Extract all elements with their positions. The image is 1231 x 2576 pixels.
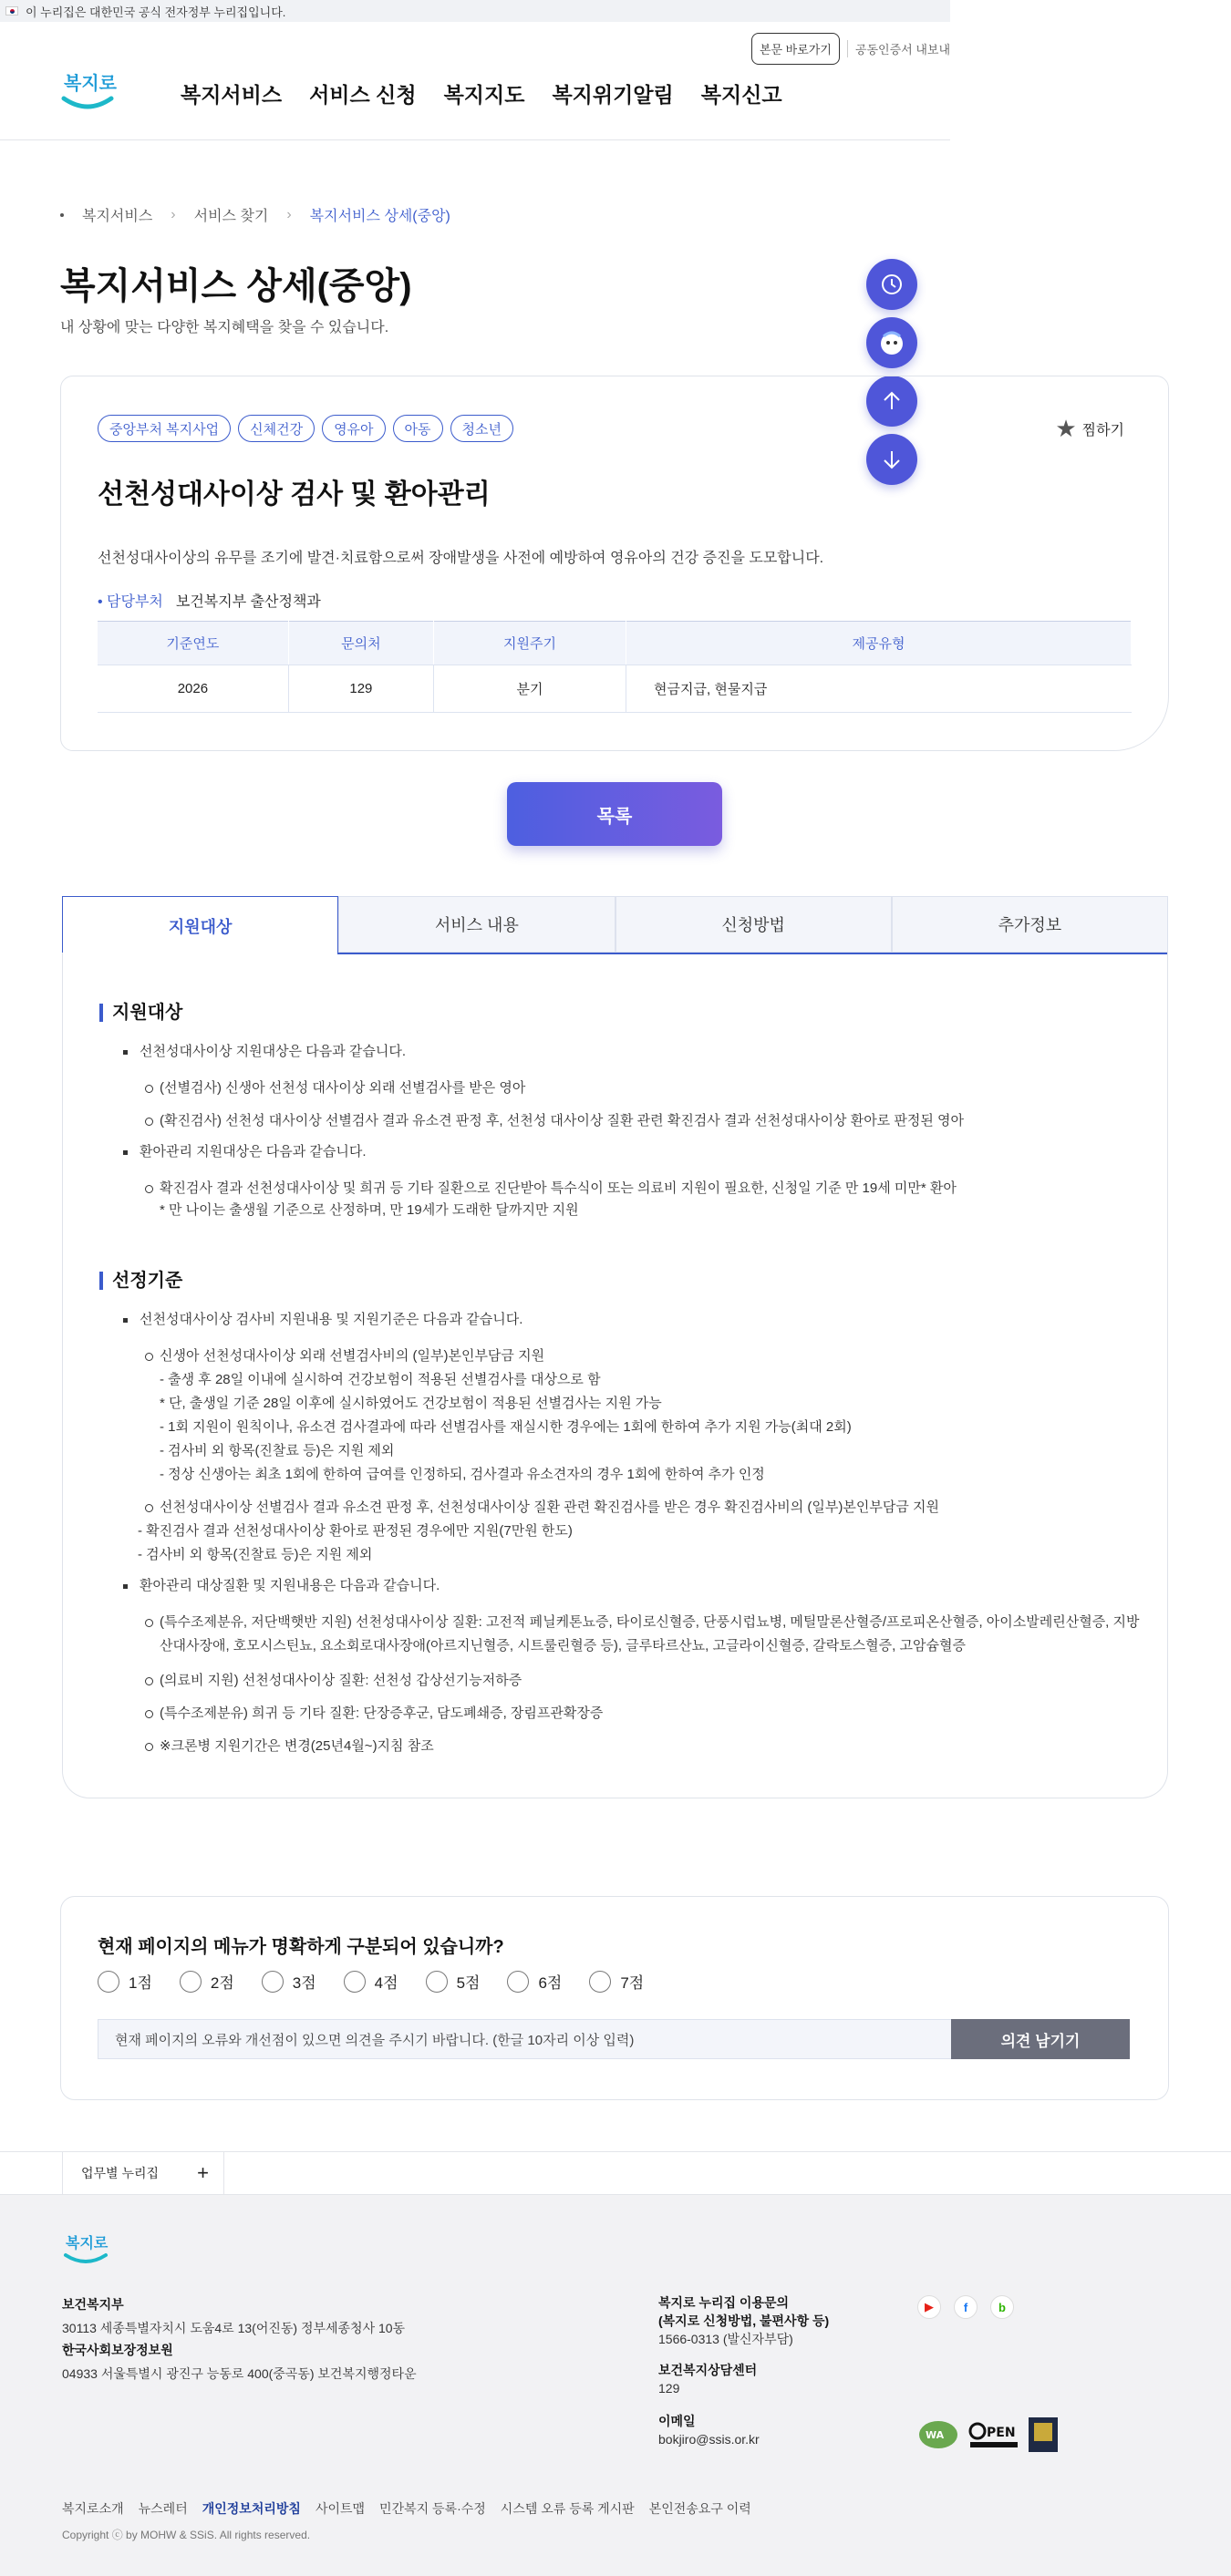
table-header: 제공유형	[626, 622, 1132, 665]
department-label: • 담당부처	[98, 590, 163, 611]
org-mohw	[62, 2295, 405, 2337]
main-nav	[181, 78, 782, 108]
tag-infant[interactable]: 영유아	[322, 415, 385, 442]
related-sites-select[interactable]	[62, 2152, 224, 2194]
email-address: bokjiro@ssis.or.kr	[658, 2432, 760, 2447]
table-header: 문의처	[288, 622, 433, 665]
chevron-right-icon: ›	[171, 206, 176, 222]
list-item: 선천성대사이상 지원대상은 다음과 같습니다.	[140, 1040, 406, 1064]
youtube-icon[interactable]: ▶	[917, 2295, 941, 2319]
svg-text:복지로: 복지로	[64, 72, 117, 94]
page-subtitle: 내 상황에 맞는 다양한 복지혜택을 찾을 수 있습니다.	[60, 320, 389, 335]
rating-option[interactable]: 3점	[262, 1970, 316, 1993]
table-row	[98, 665, 1132, 713]
service-info-table	[98, 621, 1132, 713]
list-detail: - 검사비 외 항목(진찰료 등)은 지원 제외	[138, 1547, 373, 1562]
footer-link[interactable]: 민간복지 등록·수정	[379, 2501, 486, 2516]
table-header: 기준연도	[98, 622, 288, 665]
footer-link[interactable]: 본인전송요구 이력	[648, 2501, 751, 2516]
list-item: 환아관리 지원대상은 다음과 같습니다.	[140, 1140, 367, 1164]
tab-how-to-apply[interactable]: 신청방법	[616, 896, 892, 953]
list-item: (특수조제분유) 희귀 등 기타 질환: 단장증후군, 담도폐쇄증, 장림프관확장증	[160, 1702, 1144, 1726]
open-license-icon	[968, 2418, 1019, 2451]
breadcrumb	[60, 204, 450, 225]
submit-opinion-button[interactable]: 의견 남기기	[951, 2019, 1130, 2059]
mascot-icon	[876, 327, 907, 358]
rating-option[interactable]: 2점	[180, 1970, 234, 1993]
list-item: ※크론병 지원기간은 변경(25년4월~)지침 참조	[160, 1735, 1144, 1758]
org-name: 한국사회보장정보원	[62, 2343, 173, 2357]
tag-child[interactable]: 아동	[393, 415, 443, 442]
tag-ministry[interactable]: 중앙부처 복지사업	[98, 415, 231, 442]
chatbot-button[interactable]	[866, 317, 917, 368]
chevron-right-icon: ›	[286, 206, 292, 222]
table-header: 지원주기	[433, 622, 626, 665]
table-cell: 2026	[98, 665, 288, 713]
list-item: (특수조제분유, 저단백햇반 지원) 선천성대사이상 질환: 고전적 페닐케톤뇨증, 타이로신혈증, 단풍시럽뇨병, 메틸말론산혈증/프로피온산혈증, 아이소발레린산혈증, 지방산대사장애, 호모시스틴뇨, 요소회로대사장애(아르지닌혈증, 시트룰린혈증 등), 글루타르산뇨, 고글라이신혈증, 갈락토스혈증, 고암슘혈증	[160, 1611, 1144, 1658]
table-cell: 현금지급, 현물지급	[626, 665, 1132, 713]
radio-icon	[589, 1971, 611, 1993]
breadcrumb-current: 복지서비스 상세(중앙)	[309, 209, 450, 224]
copyright: Copyright ⓒ by MOHW & SSiS. All rights reserved.	[62, 2529, 311, 2541]
footer-logo	[62, 2230, 109, 2270]
nav-welfare-report[interactable]: 복지신고	[700, 83, 782, 107]
list-item: 환아관리 대상질환 및 지원내용은 다음과 같습니다.	[140, 1574, 440, 1598]
nav-service-apply[interactable]: 서비스 신청	[309, 83, 417, 107]
footer-link[interactable]: 사이트맵	[315, 2501, 366, 2516]
footer-link[interactable]: 뉴스레터	[138, 2501, 188, 2516]
phone-number: 129	[658, 2381, 680, 2396]
tag-physical-health[interactable]: 신체건강	[238, 415, 315, 442]
service-summary-card	[60, 376, 1169, 751]
breadcrumb-item[interactable]: 복지서비스	[82, 209, 153, 224]
footer-link[interactable]: 시스템 오류 등록 게시판	[500, 2501, 635, 2516]
star-icon: ★	[1055, 415, 1077, 442]
rating-option[interactable]: 6점	[507, 1970, 562, 1993]
nav-welfare-service[interactable]: 복지서비스	[181, 83, 283, 107]
list-button[interactable]: 목록	[507, 782, 722, 846]
table-header-row	[98, 622, 1132, 665]
gov-mark-icon	[1029, 2417, 1058, 2452]
list-item: 신생아 선천성대사이상 외래 선별검사비의 (일부)본인부담금 지원	[160, 1345, 1144, 1368]
svg-text:PEN: PEN	[987, 2426, 1016, 2440]
history-icon	[879, 272, 905, 297]
radio-icon	[180, 1971, 202, 1993]
skip-to-content-link[interactable]: 본문 바로가기	[751, 33, 840, 65]
nav-crisis-alert[interactable]: 복지위기알림	[552, 83, 674, 107]
social-links	[917, 2295, 1014, 2319]
list-item: 선천성대사이상 검사비 지원내용 및 지원기준은 다음과 같습니다.	[140, 1308, 522, 1332]
list-detail: - 정상 신생아는 최초 1회에 한하여 급여를 인정하되, 검사결과 유소견자의 경우 1회에 한하여 추가 인정	[160, 1467, 765, 1482]
rating-option[interactable]: 1점	[98, 1970, 152, 1993]
org-address: 30113 세종특별자치시 도움4로 13(어진동) 정부세종청사 10동	[62, 2321, 406, 2335]
footer-link[interactable]: 복지로소개	[62, 2501, 124, 2516]
tab-service-content[interactable]: 서비스 내용	[338, 896, 615, 953]
section-title-eligibility: 지원대상	[99, 1004, 182, 1022]
favorite-label: 찜하기	[1081, 423, 1124, 438]
wa-certification-icon	[917, 2418, 959, 2451]
home-bullet-icon	[60, 213, 64, 217]
list-item: (선별검사) 신생아 선천성 대사이상 외래 선별검사를 받은 영아	[160, 1077, 1144, 1100]
gov-banner	[0, 0, 950, 22]
department-row	[98, 590, 321, 611]
detail-tabs	[62, 896, 1168, 954]
list-item: 확진검사 결과 선천성대사이상 및 희귀 등 기타 질환으로 진단받아 특수식이 또는 의료비 지원이 필요한, 신청일 기준 만 19세 미만* 환아	[160, 1177, 1144, 1200]
list-detail: - 1회 지원이 원칙이나, 유소견 검사결과에 따라 선별검사를 재실시한 경우에는 1회에 한하여 추가 지원 가능(최대 2회)	[160, 1419, 852, 1435]
blog-icon[interactable]: b	[990, 2295, 1014, 2319]
tab-eligibility[interactable]: 지원대상	[62, 896, 338, 954]
table-cell: 129	[288, 665, 433, 713]
rating-option[interactable]: 7점	[589, 1970, 644, 1993]
contact-email: 이메일 bokjiro@ssis.or.kr	[658, 2414, 760, 2447]
radio-icon	[98, 1971, 119, 1993]
rating-options	[98, 1970, 644, 1993]
org-name: 보건복지부	[62, 2297, 124, 2312]
contact-bokjiro: 복지로 누리집 이용문의 (복지로 신청방법, 불편사항 등) 1566-0313 (발신자부담)	[658, 2295, 830, 2346]
tag-youth[interactable]: 청소년	[450, 415, 513, 442]
footer-link-privacy[interactable]: 개인정보처리방침	[202, 2501, 301, 2516]
radio-icon	[344, 1971, 366, 1993]
org-ssis	[62, 2341, 417, 2383]
history-button[interactable]	[866, 259, 917, 310]
svg-text:복지로: 복지로	[66, 2234, 109, 2251]
survey-question: 현재 페이지의 메뉴가 명확하게 구분되어 있습니까?	[98, 1937, 504, 1957]
site-header	[0, 22, 950, 140]
list-detail: - 출생 후 28일 이내에 실시하여 건강보험이 적용된 선별검사를 대상으로 함	[160, 1372, 601, 1387]
radio-icon	[507, 1971, 529, 1993]
service-description: 선천성대사이상의 유무를 조기에 발견·치료함으로써 장애발생을 사전에 예방하여 영유아의 건강 증진을 도모합니다.	[98, 551, 824, 566]
tab-additional-info[interactable]: 추가정보	[892, 896, 1168, 953]
site-footer	[0, 2195, 1231, 2576]
tab-content-panel	[62, 953, 1168, 1798]
phone-number: 1566-0313 (발신자부담)	[658, 2332, 793, 2346]
plus-icon: +	[197, 2161, 209, 2184]
footer-site-bar	[0, 2151, 1231, 2195]
facebook-icon[interactable]: f	[954, 2295, 978, 2319]
org-address: 04933 서울특별시 광진구 능동로 400(중곡동) 보건복지행정타운	[62, 2366, 417, 2381]
rating-option[interactable]: 4점	[344, 1970, 398, 1993]
korea-flag-icon	[5, 6, 18, 15]
tag-list	[98, 415, 513, 442]
svg-text:WA: WA	[926, 2429, 945, 2441]
list-item: 선천성대사이상 선별검사 결과 유소견 판정 후, 선천성대사이상 질환 관련 확진검사를 받은 경우 확진검사비의 (일부)본인부담금 지원	[160, 1496, 1144, 1520]
list-item: (확진검사) 선천성 대사이상 선별검사 결과 유소견 판정 후, 선천성 대사이상 질환 관련 확진검사 결과 선천성대사이상 환아로 판정된 영아	[160, 1109, 1144, 1133]
bokjiro-logo[interactable]	[58, 67, 117, 115]
nav-welfare-map[interactable]: 복지지도	[443, 83, 525, 107]
certificate-export-link[interactable]: 공동인증서 내보내	[847, 40, 950, 57]
breadcrumb-item[interactable]: 서비스 찾기	[193, 209, 269, 224]
footer-menu	[62, 2499, 751, 2518]
radio-icon	[426, 1971, 448, 1993]
gov-banner-text: 이 누리집은 대한민국 공식 전자정부 누리집입니다.	[26, 5, 286, 19]
section-title-criteria: 선정기준	[99, 1272, 182, 1290]
department-value: 보건복지부 출산정책과	[175, 594, 321, 610]
rating-option[interactable]: 5점	[426, 1970, 481, 1993]
satisfaction-survey	[60, 1896, 1169, 2100]
list-item: (의료비 지원) 선천성대사이상 질환: 선천성 갑상선기능저하증	[160, 1669, 1144, 1693]
list-note: * 만 나이는 출생월 기준으로 산정하며, 만 19세가 도래한 달까지만 지원	[160, 1202, 579, 1218]
page-title: 복지서비스 상세(중앙)	[60, 266, 412, 306]
service-title: 선천성대사이상 검사 및 환아관리	[98, 479, 491, 510]
opinion-input[interactable]: 현재 페이지의 오류와 개선점이 있으면 의견을 주시기 바랍니다. (한글 10자리 이상 입력)	[98, 2019, 1013, 2059]
list-detail: - 검사비 외 항목(진찰료 등)은 지원 제외	[160, 1443, 395, 1458]
table-cell: 분기	[433, 665, 626, 713]
list-detail: * 단, 출생일 기준 28일 이후에 실시하였어도 건강보험이 적용된 선별검사는 지원 가능	[160, 1396, 662, 1411]
related-sites-label: 업무별 누리집	[81, 2166, 160, 2180]
radio-icon	[262, 1971, 284, 1993]
contact-129: 보건복지상담센터 129	[658, 2363, 758, 2396]
certification-marks	[917, 2417, 1058, 2452]
list-detail: - 확진검사 결과 선천성대사이상 환아로 판정된 경우에만 지원(7만원 한도)	[138, 1523, 573, 1539]
favorite-button[interactable]	[1055, 415, 1124, 443]
utility-menu	[751, 33, 950, 65]
